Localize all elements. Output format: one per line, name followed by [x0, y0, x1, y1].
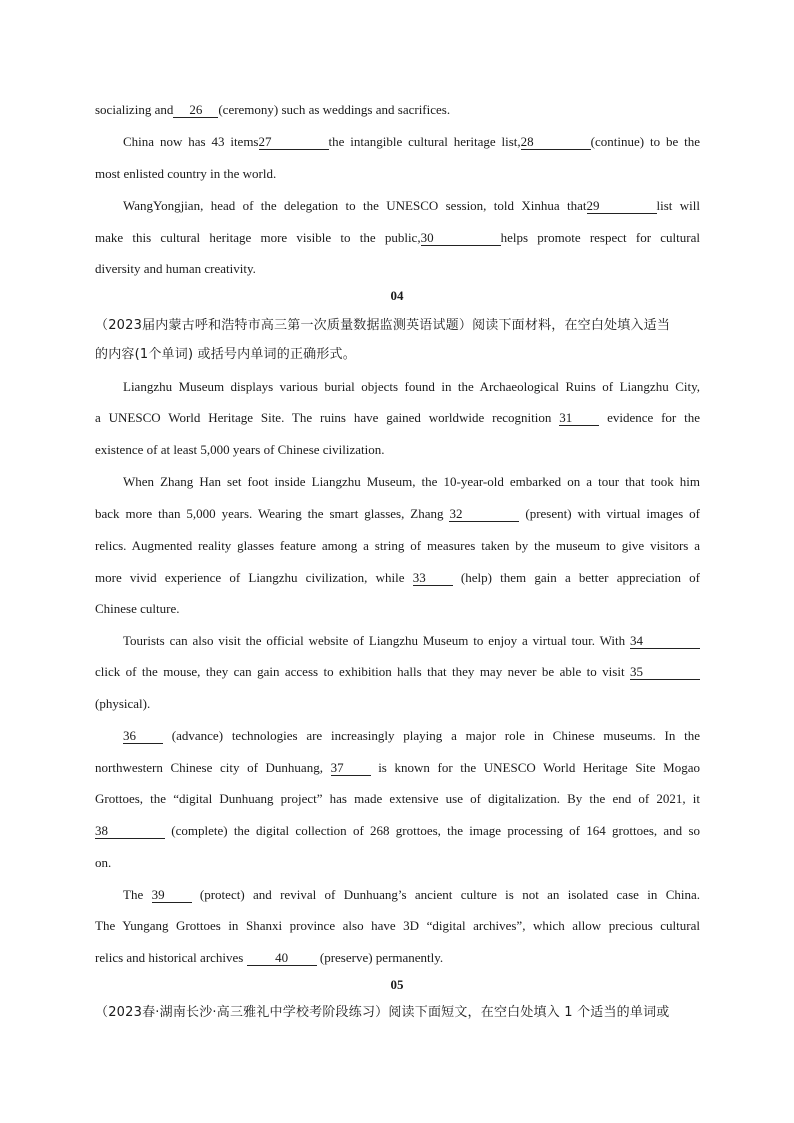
blank-28[interactable]: 28	[521, 134, 591, 150]
blank-34[interactable]: 34	[630, 633, 700, 649]
text-line: China now has 43 items27 the intangible cultural heritage list,28 (continue) to be the	[123, 134, 700, 149]
blank-31[interactable]: 31	[559, 410, 599, 426]
text-line: back more than 5,000 years. Wearing the smart glasses, Zhang 32 (present) with virtual images of	[95, 506, 701, 521]
text-line: Chinese culture.	[95, 601, 180, 616]
blank-30[interactable]: 30	[421, 230, 501, 246]
text-line: Tourists can also visit the official website of Liangzhu Museum to enjoy a virtual tour. With 34	[123, 630, 700, 652]
section-instruction: 的内容(1个单词) 或括号内单词的正确形式。	[95, 347, 356, 362]
text-line: Liangzhu Museum displays various burial objects found in the Archaeological Ruins of Liangzhu City,	[123, 379, 700, 394]
text-line: diversity and human creativity.	[95, 261, 256, 276]
text-line: When Zhang Han set foot inside Liangzhu Museum, the 10-year-old embarked on a tour that took him	[123, 474, 700, 489]
text-line: northwestern Chinese city of Dunhuang, 37 is known for the UNESCO World Heritage Site Mogao	[95, 760, 700, 775]
blank-26[interactable]: 26	[173, 102, 218, 118]
text-line: most enlisted country in the world.	[95, 166, 277, 181]
section-instruction: （2023届内蒙古呼和浩特市高三第一次质量数据监测英语试题）阅读下面材料，在空白处填入适当	[95, 318, 671, 333]
blank-39[interactable]: 39	[152, 887, 192, 903]
text-line: 38 (complete) the digital collection of 268 grottoes, the image processing of 164 grottoes, and so	[95, 823, 700, 838]
text-line: click of the mouse, they can gain access to exhibition halls that they may never be able to visit 35	[95, 661, 700, 683]
blank-27[interactable]: 27	[259, 134, 329, 150]
text-line: socializing and 26 (ceremony) such as weddings and sacrifices.	[95, 102, 451, 117]
text-line: relics. Augmented reality glasses feature among a string of measures taken by the museum to give visitors a	[95, 538, 700, 553]
text-line: The Yungang Grottoes in Shanxi province also have 3D “digital archives”, which allow precious cultural	[95, 918, 700, 933]
text-line: WangYongjian, head of the delegation to the UNESCO session, told Xinhua that29 list will	[123, 198, 700, 213]
text-line: make this cultural heritage more visible to the public,30 helps promote respect for cultural	[95, 230, 700, 245]
blank-36[interactable]: 36	[123, 728, 163, 744]
text-line: relics and historical archives 40 (preserve) permanently.	[95, 950, 444, 965]
text-line: 36 (advance) technologies are increasingly playing a major role in Chinese museums. In the	[123, 728, 700, 743]
section-number-05: 05	[390, 977, 404, 992]
blank-37[interactable]: 37	[331, 760, 371, 776]
blank-29[interactable]: 29	[587, 198, 657, 214]
text-line: The 39 (protect) and revival of Dunhuang’s ancient culture is not an isolated case in China.	[123, 887, 701, 902]
text-line: on.	[95, 855, 112, 870]
text-line: (physical).	[95, 696, 151, 711]
section-number-04: 04	[390, 288, 404, 303]
blank-33[interactable]: 33	[413, 570, 453, 586]
blank-32[interactable]: 32	[449, 506, 519, 522]
blank-40[interactable]: 40	[247, 950, 317, 966]
blank-35[interactable]: 35	[630, 664, 700, 680]
text-line: a UNESCO World Heritage Site. The ruins have gained worldwide recognition 31 evidence for the	[95, 410, 700, 425]
text-line: Grottoes, the “digital Dunhuang project” has made extensive use of digitalization. By the end of 2021, it	[95, 791, 700, 806]
blank-38[interactable]: 38	[95, 823, 165, 839]
text-line: existence of at least 5,000 years of Chinese civilization.	[95, 442, 385, 457]
section-instruction: （2023春·湖南长沙·高三雅礼中学校考阶段练习）阅读下面短文，在空白处填入 1 个适当的单词或	[95, 1005, 670, 1020]
text-line: more vivid experience of Liangzhu civilization, while 33 (help) them gain a better appreciation of	[95, 570, 700, 585]
